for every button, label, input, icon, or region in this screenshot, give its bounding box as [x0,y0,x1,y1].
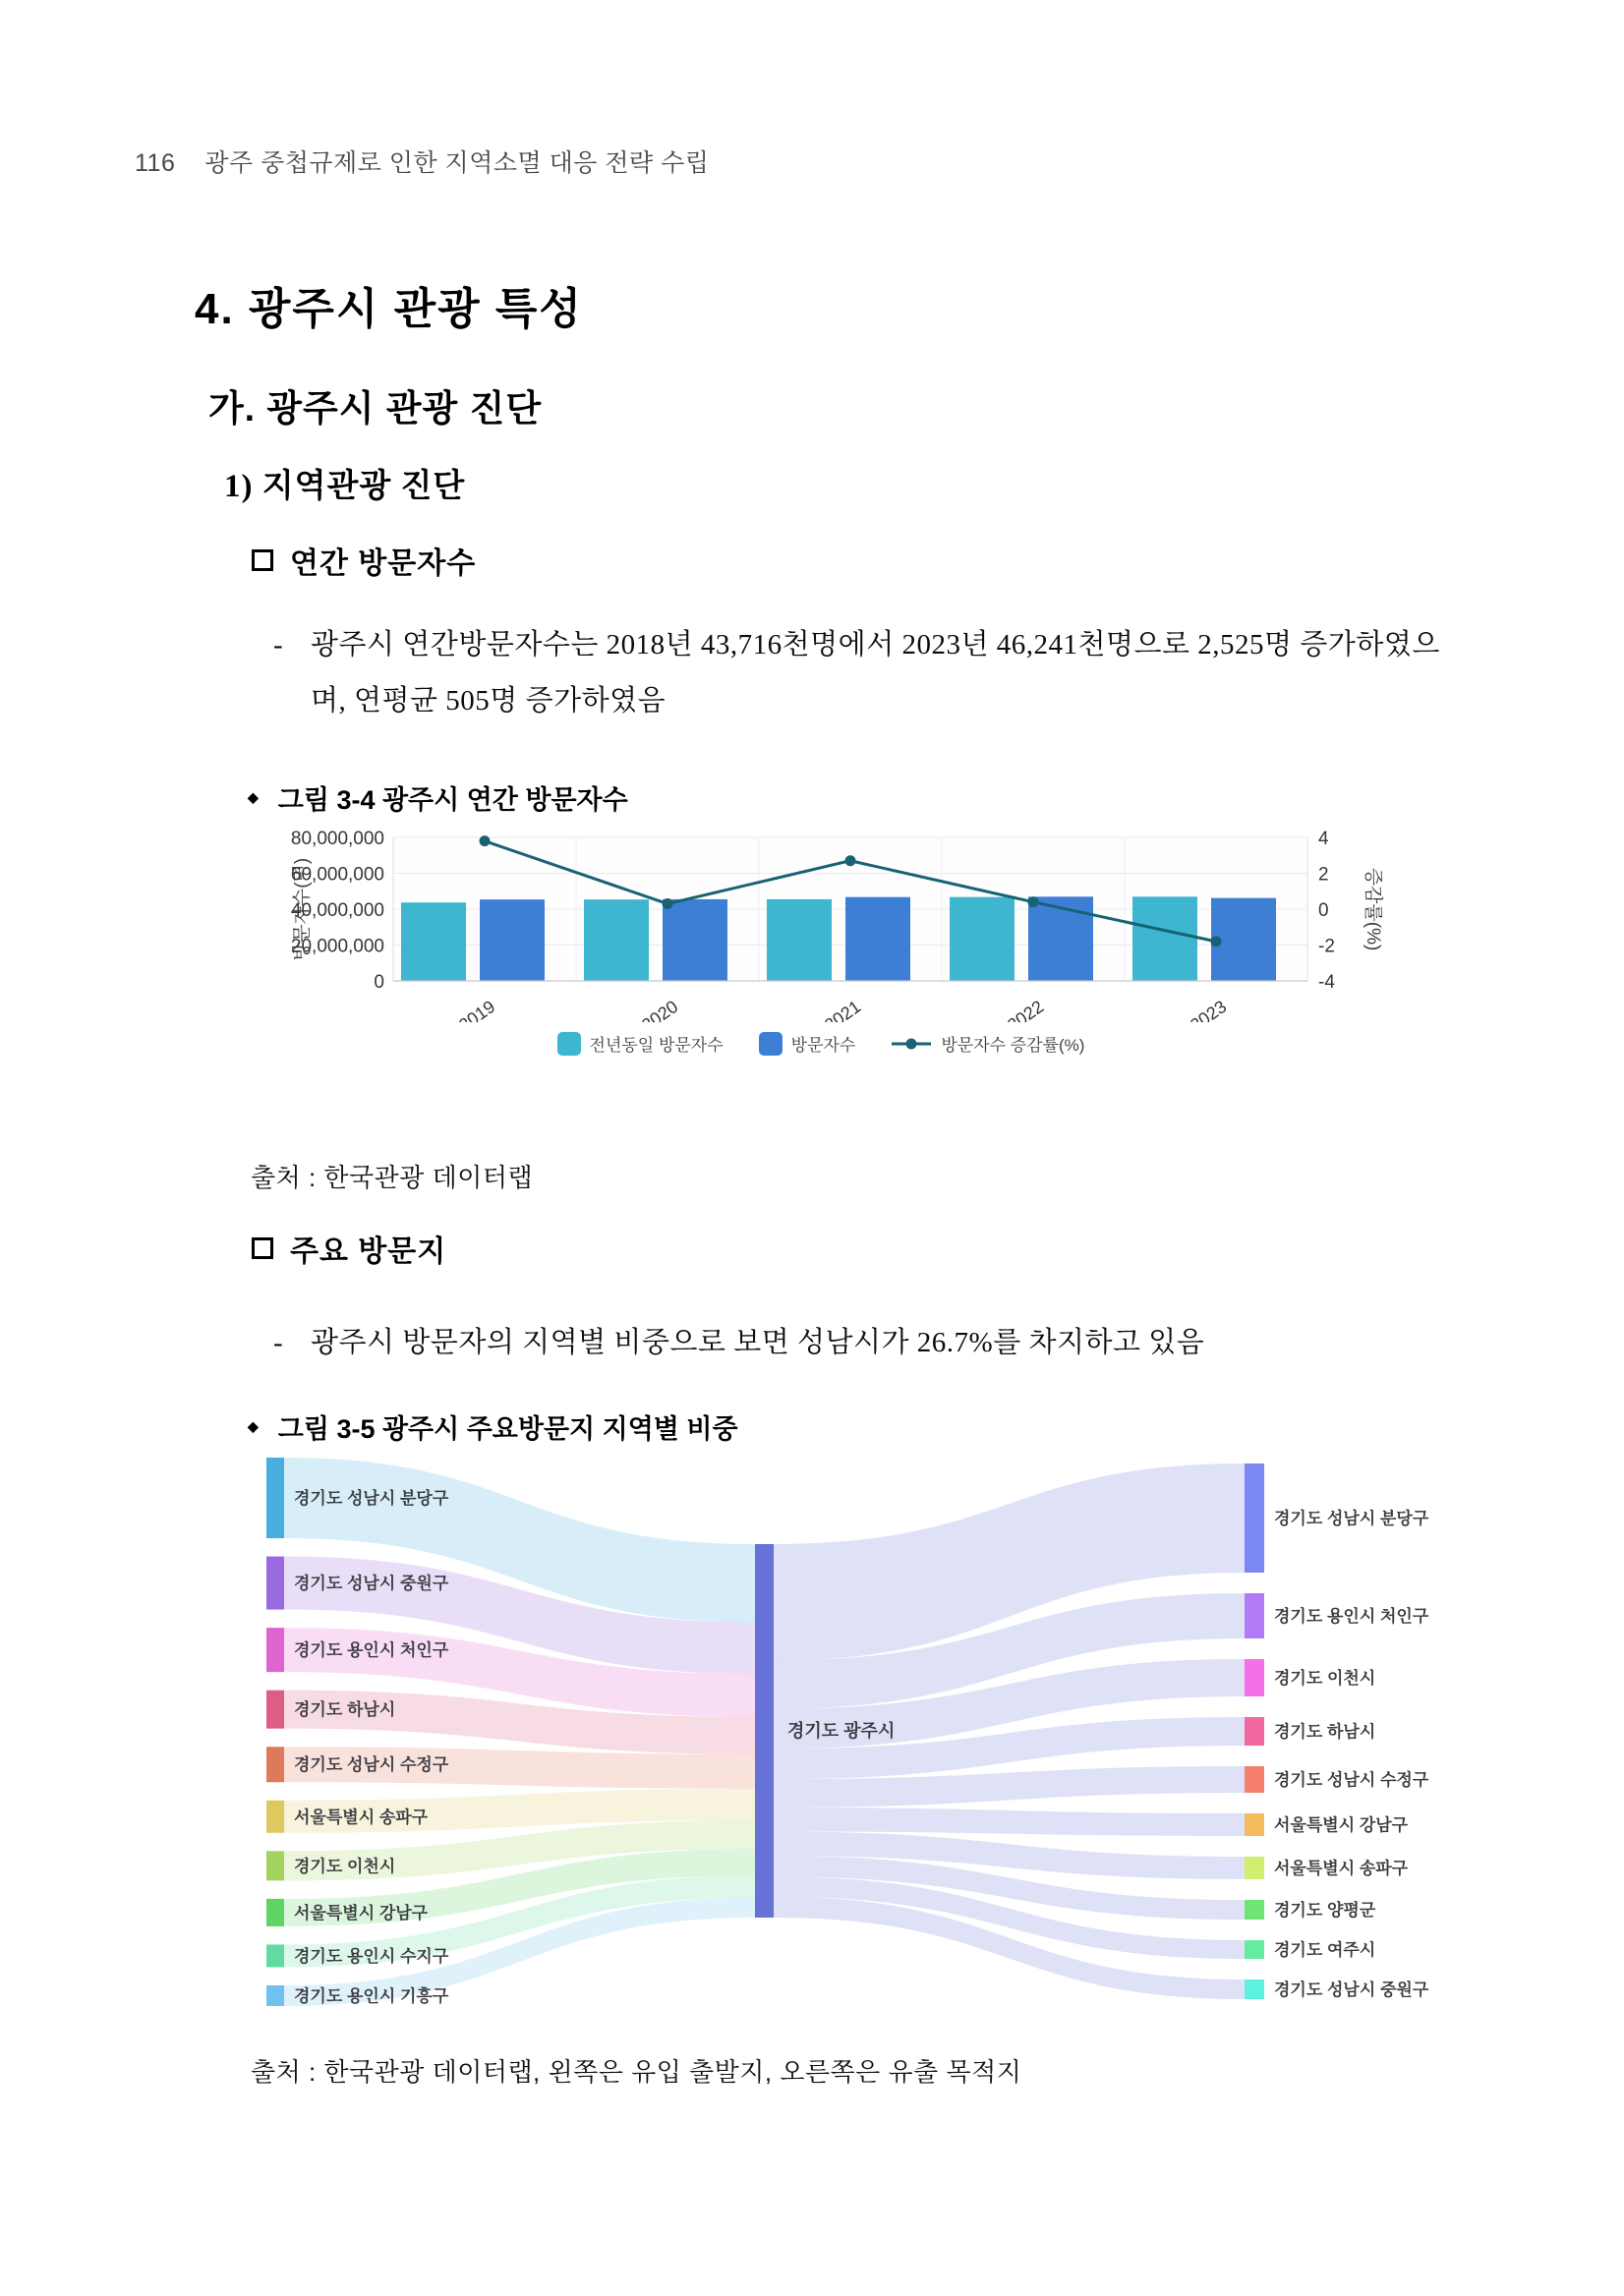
figure-caption-3-4 [248,778,628,817]
subsection-title: 가. 광주시 관광 진단 [208,388,543,429]
x-axis-tick: 2020 [638,996,682,1022]
sankey-node-source [266,1801,284,1833]
sankey-node-target [1245,1813,1264,1836]
visitor-chart-canvas [251,821,1391,1022]
sankey-node-label: 경기도 용인시 수지구 [294,1946,449,1966]
sankey-node-source [266,1899,284,1926]
growth-line-marker [1028,896,1039,907]
legend-label: 전년동일 방문자수 [589,1036,724,1055]
legend-line-marker-icon [891,1037,932,1051]
legend-swatch-icon [557,1032,581,1056]
y-axis-tick-left: 20,000,000 [290,936,384,957]
growth-line-marker [1211,936,1222,947]
y-axis-tick-left: 60,000,000 [290,864,384,886]
visitor-chart [251,821,1391,1086]
paragraph-annual-visitors [273,617,1453,729]
sankey-node-target [1245,1766,1264,1793]
sankey-node-source [266,1691,284,1729]
sankey-node-source [266,1985,284,2006]
y-axis-tick-left: 80,000,000 [290,829,384,849]
y-axis-tick-right: -4 [1318,972,1335,993]
bar-visitors [480,899,545,981]
y-axis-title-left: 방문자수(명) [292,857,313,961]
sankey-node-center [755,1544,774,1918]
y-axis-tick-left: 0 [374,972,384,993]
page-header [135,144,709,179]
visitor-chart-legend [251,1031,1391,1056]
page-number: 116 [135,149,176,177]
y-axis-tick-right: 2 [1318,864,1329,886]
legend-item [891,1031,1084,1056]
bar-prev-year [1132,896,1197,981]
sankey-node-target [1245,1940,1264,1959]
figure-caption-3-4-text: 그림 3-4 광주시 연간 방문자수 [277,785,628,815]
sankey-canvas [251,1443,1529,2044]
subsubsection-title: 1) 지역관광 진단 [224,469,466,504]
bar-visitors [845,897,910,981]
sankey-node-label: 경기도 성남시 분당구 [294,1489,449,1508]
diamond-bullet-icon: ◆ [248,789,259,805]
paragraph-annual-visitors-text: 광주시 연간방문자수는 2018년 43,716천명에서 2023년 46,241천명으로 2,525명 증가하였으며, 연평균 505명 증가하였음 [311,629,1440,717]
sankey-node-label: 경기도 성남시 중원구 [294,1574,449,1593]
sankey-node-source [266,1944,284,1967]
y-axis-tick-right: -2 [1318,936,1335,957]
figure-caption-3-5 [248,1407,738,1446]
legend-swatch-icon [759,1032,783,1056]
sankey-node-label: 경기도 여주시 [1274,1940,1376,1960]
sankey-node-source [266,1747,284,1782]
legend-label: 방문자수 [790,1036,856,1055]
y-axis-tick-right: 4 [1318,829,1329,849]
figure-caption-3-5-text: 그림 3-5 광주시 주요방문지 지역별 비중 [277,1414,738,1444]
section-title: 4. 광주시 관광 특성 [195,285,583,333]
x-axis-tick: 2019 [455,996,499,1022]
legend-item [557,1031,724,1056]
source-note-chart: 출처 : 한국관광 데이터랩 [251,1163,534,1192]
sankey-node-label: 경기도 성남시 중원구 [1274,1980,1429,1999]
dash-bullet: - [273,1327,284,1358]
sankey-node-label: 경기도 하남시 [1274,1722,1376,1742]
dash-bullet: - [273,629,284,660]
sankey-node-label: 경기도 용인시 기흥구 [294,1986,449,2006]
sankey-node-label: 경기도 성남시 분당구 [1274,1509,1429,1528]
sankey-node-source [266,1851,284,1880]
x-axis-tick: 2022 [1004,996,1048,1022]
sankey-node-target [1245,1593,1264,1638]
sankey-node-label: 경기도 용인시 처인구 [1274,1607,1429,1626]
sankey-node-target [1245,1857,1264,1879]
flow-outflow [774,1808,1245,1836]
growth-line-marker [480,835,491,846]
sankey-node-target [1245,1717,1264,1746]
sankey-node-label: 경기도 이천시 [294,1857,396,1876]
bar-prev-year [401,902,466,981]
bar-prev-year [767,899,832,981]
sankey-center-label: 경기도 광주시 [787,1721,896,1741]
growth-line-marker [663,898,673,909]
sankey-node-label: 서울특별시 송파구 [294,1808,429,1827]
sankey-node-target [1245,1464,1264,1573]
sankey-node-label: 경기도 성남시 수정구 [1274,1770,1429,1790]
heading-annual-visitors [252,539,476,582]
diamond-bullet-icon: ◆ [248,1418,259,1434]
bar-visitors [663,899,727,981]
heading-annual-visitors-label: 연간 방문자수 [290,547,477,580]
legend-label: 방문자수 증감률(%) [941,1036,1085,1055]
sankey-diagram [251,1443,1529,2044]
sankey-node-label: 경기도 성남시 수정구 [294,1755,449,1775]
running-title: 광주 중첩규제로 인한 지역소멸 대응 전략 수립 [204,149,710,177]
bar-prev-year [950,897,1015,981]
paragraph-main-destinations [273,1315,1532,1371]
x-axis-tick: 2023 [1187,996,1231,1022]
heading-main-destinations [252,1227,446,1270]
sankey-node-source [266,1628,284,1672]
bar-prev-year [584,899,649,981]
sankey-node-label: 서울특별시 송파구 [1274,1859,1409,1878]
source-note-sankey: 출처 : 한국관광 데이터랩, 왼쪽은 유입 출발지, 오른쪽은 유출 목적지 [251,2057,1022,2087]
legend-item [759,1031,856,1056]
y-axis-tick-left: 40,000,000 [290,900,384,921]
sankey-node-label: 경기도 이천시 [1274,1669,1376,1688]
heading-main-destinations-label: 주요 방문지 [290,1235,447,1268]
sankey-node-label: 경기도 용인시 처인구 [294,1640,449,1660]
sankey-node-target [1245,1900,1264,1920]
sankey-node-label: 서울특별시 강남구 [294,1903,429,1923]
growth-line-marker [845,855,856,866]
sankey-node-label: 서울특별시 강남구 [1274,1815,1409,1835]
y-axis-tick-right: 0 [1318,900,1329,921]
sankey-node-label: 경기도 양평군 [1274,1901,1376,1920]
x-axis-tick: 2021 [821,996,865,1022]
sankey-node-target [1245,1659,1264,1696]
sankey-node-source [266,1458,284,1538]
sankey-node-target [1245,1980,1264,1999]
paragraph-main-destinations-text: 광주시 방문자의 지역별 비중으로 보면 성남시가 26.7%를 차지하고 있음 [311,1327,1205,1358]
legend-dot [906,1038,917,1049]
square-bullet-icon [252,1237,273,1259]
sankey-node-label: 경기도 하남시 [294,1700,396,1720]
square-bullet-icon [252,549,273,571]
y-axis-title-right: 증감률(%) [1363,867,1383,951]
sankey-node-source [266,1557,284,1610]
